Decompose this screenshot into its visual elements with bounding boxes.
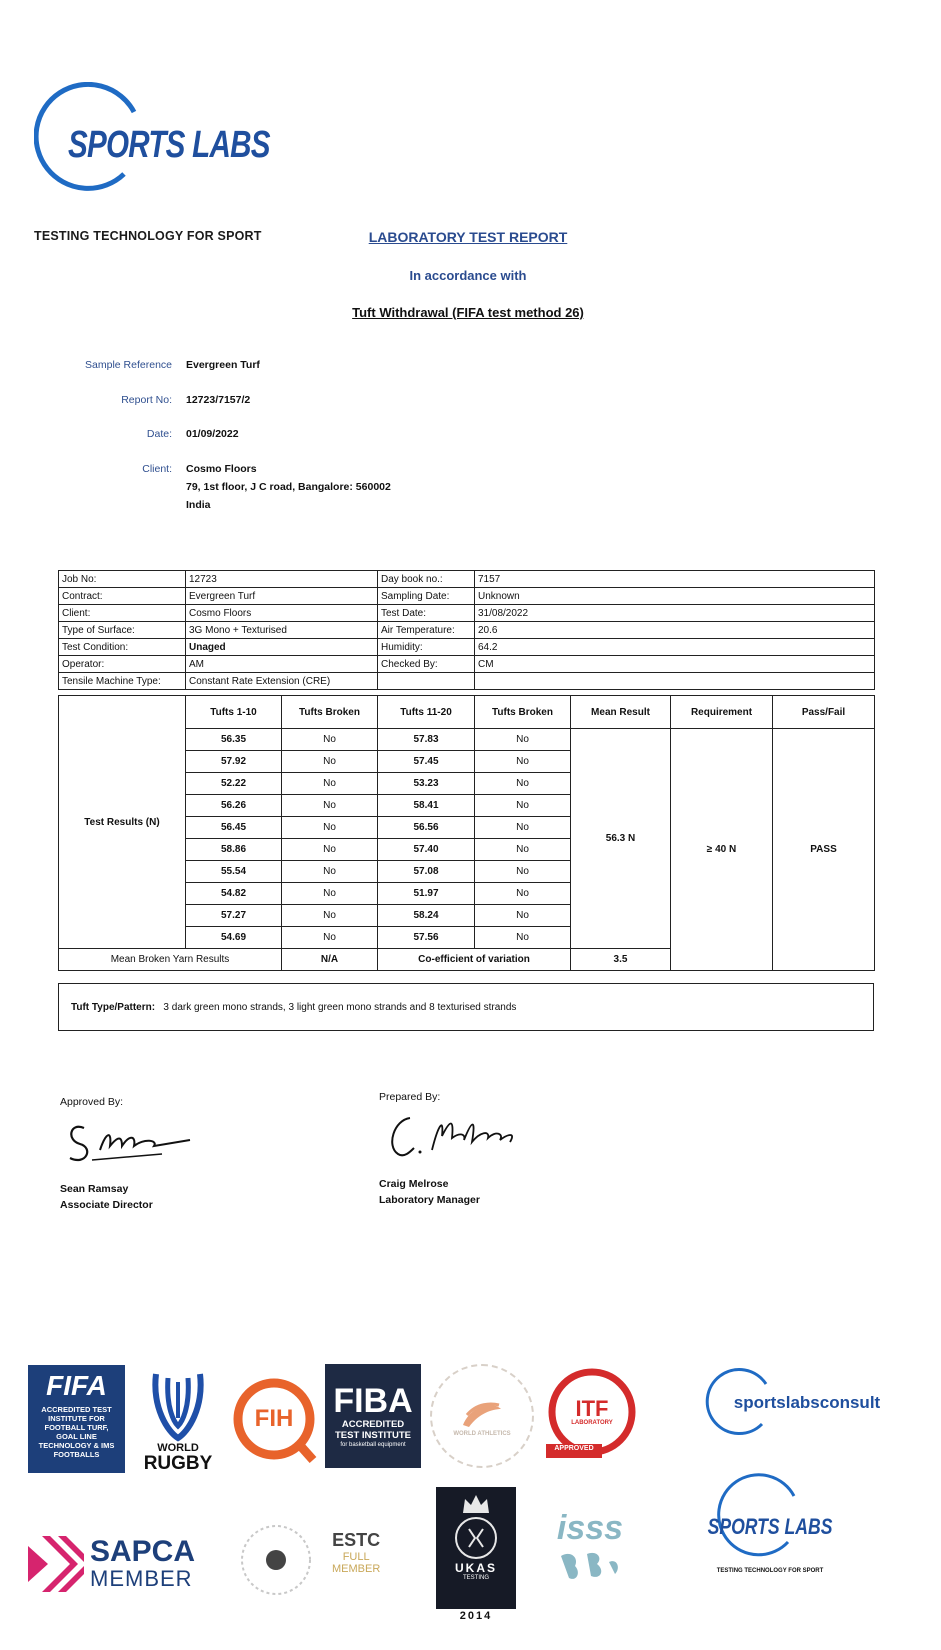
info-value: AM <box>186 656 378 673</box>
results-cell: No <box>475 773 571 795</box>
sportslabs-consult-badge <box>700 1366 900 1440</box>
ukas-number: 2014 <box>459 1610 493 1622</box>
results-cell: 56.35 <box>186 729 282 751</box>
approved-signature <box>62 1110 212 1170</box>
pass-fail-value: PASS <box>773 729 875 971</box>
info-value: 31/08/2022 <box>475 605 875 622</box>
results-cell: No <box>282 795 378 817</box>
ukas-testing-text: TESTING <box>462 1575 489 1581</box>
tuft-type-table <box>58 983 874 1031</box>
world-athletics-badge <box>430 1364 534 1468</box>
fifa-accreditation-text: ACCREDITED TEST INSTITUTE FOR FOOTBALL TURF, GOAL LINE TECHNOLOGY & IMS FOOTBALLS <box>38 1405 115 1459</box>
info-label: Air Temperature: <box>378 622 475 639</box>
client-label: Client: <box>142 463 172 475</box>
results-cell: No <box>475 883 571 905</box>
info-label <box>378 673 475 690</box>
info-row <box>59 571 875 588</box>
fiba-line1: ACCREDITED <box>341 1419 405 1430</box>
estc-badge <box>236 1508 416 1612</box>
info-label: Test Condition: <box>59 639 186 656</box>
info-label: Operator: <box>59 656 186 673</box>
results-header-row <box>59 696 875 729</box>
isss-badge <box>552 1496 628 1600</box>
info-value: 3G Mono + Texturised <box>186 622 378 639</box>
client-name: Cosmo Floors <box>186 463 257 475</box>
approved-name: Sean Ramsay <box>60 1183 129 1195</box>
results-cell: 58.41 <box>378 795 475 817</box>
date-value: 01/09/2022 <box>186 428 239 440</box>
fiba-line2: TEST INSTITUTE <box>335 1430 411 1441</box>
sportslabs-small-text: SPORTS LABS <box>707 1514 833 1539</box>
test-results-label: Test Results (N) <box>59 696 186 949</box>
prepared-by-label: Prepared By: <box>379 1091 441 1103</box>
info-value: 20.6 <box>475 622 875 639</box>
world-athletics-icon <box>459 1395 505 1431</box>
approved-title: Associate Director <box>60 1199 153 1211</box>
report-subtitle: In accordance with <box>409 268 527 283</box>
results-cell: 56.26 <box>186 795 282 817</box>
sapca-stripes-icon <box>28 1536 84 1592</box>
mean-result-value: 56.3 N <box>571 729 671 949</box>
results-header-cell: Tufts Broken <box>282 696 378 729</box>
results-cell: No <box>475 817 571 839</box>
results-cell: 57.83 <box>378 729 475 751</box>
results-cell: No <box>282 883 378 905</box>
results-cell: 58.86 <box>186 839 282 861</box>
fiba-line3: for basketball equipment <box>340 1442 406 1448</box>
tuft-type-value: 3 dark green mono strands, 3 light green mono strands and 8 texturised strands <box>163 1001 517 1013</box>
isss-globe-icon <box>557 1548 623 1588</box>
fifa-logo-text: FIFA <box>46 1370 107 1401</box>
info-value: 12723 <box>186 571 378 588</box>
results-cell: 58.24 <box>378 905 475 927</box>
info-value: 7157 <box>475 571 875 588</box>
mean-broken-value: N/A <box>282 949 378 971</box>
sample-reference-label: Sample Reference <box>85 359 172 371</box>
results-header-cell: Tufts 1-10 <box>186 696 282 729</box>
mean-broken-label: Mean Broken Yarn Results <box>59 949 282 971</box>
report-no-label: Report No: <box>121 394 172 406</box>
requirement-value: ≥ 40 N <box>671 729 773 971</box>
results-cell: 57.45 <box>378 751 475 773</box>
world-rugby-line2: RUGBY <box>143 1453 213 1474</box>
cov-value: 3.5 <box>571 949 671 971</box>
report-no-value: 12723/7157/2 <box>186 394 251 406</box>
itf-approved-stamp: APPROVED <box>554 1445 594 1452</box>
report-title: LABORATORY TEST REPORT <box>368 229 568 245</box>
world-rugby-icon <box>148 1368 208 1442</box>
results-header-cell: Mean Result <box>571 696 671 729</box>
results-cell: No <box>475 795 571 817</box>
results-cell: 54.69 <box>186 927 282 949</box>
results-cell: No <box>475 729 571 751</box>
sapca-member-text: MEMBER <box>90 1566 193 1591</box>
results-cell: No <box>282 839 378 861</box>
info-row <box>59 673 875 690</box>
info-label: Type of Surface: <box>59 622 186 639</box>
results-cell: 56.56 <box>378 817 475 839</box>
info-label: Job No: <box>59 571 186 588</box>
info-label: Sampling Date: <box>378 588 475 605</box>
prepared-title: Laboratory Manager <box>379 1194 480 1206</box>
world-athletics-text: WORLD ATHLETICS <box>453 1431 511 1437</box>
info-row <box>59 605 875 622</box>
info-value: Unaged <box>186 639 378 656</box>
results-table <box>58 695 875 971</box>
itf-sub-text: LABORATORY <box>571 1420 613 1426</box>
results-cell: No <box>282 751 378 773</box>
results-cell: No <box>282 729 378 751</box>
results-cell: No <box>282 905 378 927</box>
job-info-table <box>58 570 875 690</box>
results-header-cell: Tufts 11-20 <box>378 696 475 729</box>
results-cell: No <box>475 861 571 883</box>
sapca-logo-text: SAPCA <box>90 1535 196 1568</box>
prepared-name: Craig Melrose <box>379 1178 449 1190</box>
estc-full-text: FULL <box>342 1551 370 1563</box>
results-header-cell: Requirement <box>671 696 773 729</box>
itf-badge <box>544 1366 640 1464</box>
results-cell: 57.40 <box>378 839 475 861</box>
results-cell: No <box>475 751 571 773</box>
results-cell: 51.97 <box>378 883 475 905</box>
info-label: Humidity: <box>378 639 475 656</box>
crown-icon <box>461 1493 491 1515</box>
results-cell: 57.08 <box>378 861 475 883</box>
tuft-type-label: Tuft Type/Pattern: <box>71 1001 156 1013</box>
fih-badge <box>229 1374 319 1464</box>
results-cell: 56.45 <box>186 817 282 839</box>
world-rugby-badge <box>140 1362 216 1480</box>
info-value: Unknown <box>475 588 875 605</box>
results-cell: 55.54 <box>186 861 282 883</box>
info-value: CM <box>475 656 875 673</box>
info-row <box>59 656 875 673</box>
info-label: Test Date: <box>378 605 475 622</box>
results-cell: 53.23 <box>378 773 475 795</box>
cov-label: Co-efficient of variation <box>378 949 571 971</box>
estc-member-text: MEMBER <box>332 1563 381 1575</box>
info-row <box>59 622 875 639</box>
results-cell: No <box>282 861 378 883</box>
sportslabs-small-badge <box>700 1472 840 1582</box>
fifa-accreditation-badge <box>28 1365 125 1473</box>
results-cell: No <box>475 927 571 949</box>
results-cell: 57.92 <box>186 751 282 773</box>
client-address: 79, 1st floor, J C road, Bangalore: 560002 <box>186 481 391 493</box>
ukas-badge <box>436 1487 516 1609</box>
itf-logo-text: ITF <box>575 1396 609 1421</box>
info-value: 64.2 <box>475 639 875 656</box>
info-label: Checked By: <box>378 656 475 673</box>
estc-ring-icon <box>236 1520 316 1600</box>
estc-logo-text: ESTC <box>332 1530 381 1550</box>
results-cell: No <box>475 839 571 861</box>
sample-reference-value: Evergreen Turf <box>186 359 260 371</box>
info-label: Contract: <box>59 588 186 605</box>
world-rugby-line1: WORLD <box>157 1442 199 1454</box>
results-cell: 57.27 <box>186 905 282 927</box>
client-country: India <box>186 499 211 511</box>
fiba-logo-text: FIBA <box>333 1382 413 1420</box>
results-header-cell: Pass/Fail <box>773 696 875 729</box>
info-value: Constant Rate Extension (CRE) <box>186 673 378 690</box>
results-cell: No <box>475 905 571 927</box>
info-value: Evergreen Turf <box>186 588 378 605</box>
logo-wordmark: SPORTS LABS <box>68 124 270 166</box>
ukas-emblem-icon <box>453 1515 499 1561</box>
test-method: Tuft Withdrawal (FIFA test method 26) <box>352 305 584 320</box>
info-row <box>59 639 875 656</box>
approved-by-label: Approved By: <box>60 1096 124 1108</box>
sportslabs-small-tagline: TESTING TECHNOLOGY FOR SPORT <box>716 1568 824 1574</box>
consult-logo-text: sportslabsconsult <box>733 1393 881 1412</box>
fih-logo-text: FIH <box>254 1405 294 1432</box>
fiba-badge <box>325 1364 421 1468</box>
results-cell: No <box>282 927 378 949</box>
results-header-cell: Tufts Broken <box>475 696 571 729</box>
date-label: Date: <box>146 428 172 440</box>
results-cell: No <box>282 817 378 839</box>
sapca-badge <box>28 1532 218 1596</box>
info-label: Day book no.: <box>378 571 475 588</box>
results-cell: 52.22 <box>186 773 282 795</box>
ukas-logo-text: UKAS <box>454 1561 497 1575</box>
info-value <box>475 673 875 690</box>
prepared-signature <box>380 1106 550 1166</box>
info-label: Client: <box>59 605 186 622</box>
brand-tagline: TESTING TECHNOLOGY FOR SPORT <box>34 229 262 243</box>
results-cell: 57.56 <box>378 927 475 949</box>
info-label: Tensile Machine Type: <box>59 673 186 690</box>
info-row <box>59 588 875 605</box>
results-cell: 54.82 <box>186 883 282 905</box>
info-value: Cosmo Floors <box>186 605 378 622</box>
results-cell: No <box>282 773 378 795</box>
isss-logo-text: isss <box>556 1508 624 1547</box>
